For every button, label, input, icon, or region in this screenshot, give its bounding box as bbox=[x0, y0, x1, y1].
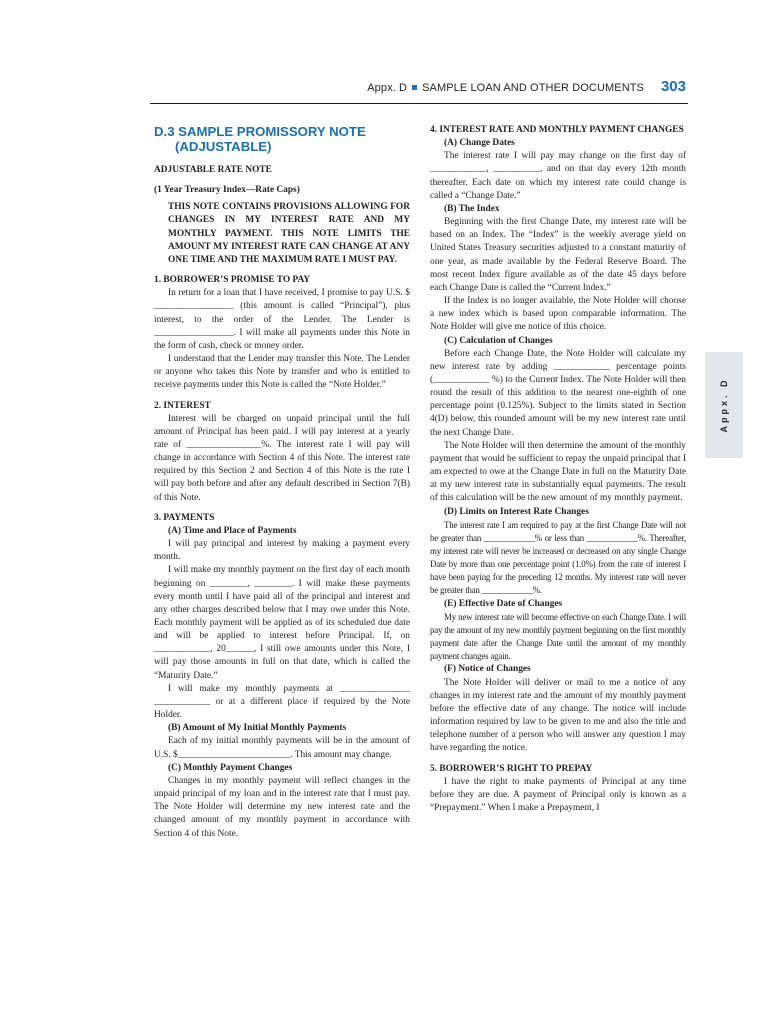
paragraph: Each of my initial monthly payments will be in the amount of U.S. $________________________. This amount may change. bbox=[154, 736, 410, 760]
subsection-heading: (F) Notice of Changes bbox=[444, 664, 531, 675]
page-number: 303 bbox=[660, 78, 686, 95]
paragraph: I understand that the Lender may transfer this Note. The Lender or anyone who takes this Note by transfer and who is entitled to receive payments under this Note is called the “Note Holder.” bbox=[154, 354, 410, 391]
paragraph: If the Index is no longer available, the Note Holder will choose a new index which is based upon comparable information. The Note Holder will give me notice of this choice. bbox=[430, 296, 686, 333]
paragraph: I will make my monthly payments at _______________ ____________ or at a different place if required by the Note Holder. bbox=[154, 683, 410, 721]
warning-paragraph: THIS NOTE CONTAINS PROVISIONS ALLOWING FOR CHANGES IN MY INTEREST RATE AND MY MONTHLY PAYMENT. THIS NOTE LIMITS THE AMOUNT MY INTEREST RATE CAN CHANGE AT ANY ONE TIME AND THE MAXIMUM RATE I MUST PAY. bbox=[168, 202, 410, 265]
paragraph: My new interest rate will become effective on each Change Date. I will pay the amount of my new monthly payment beginning on the first monthly payment date after the Change Date until the amount of my monthly payment changes again. bbox=[430, 611, 686, 662]
header-title: Appx. D SAMPLE LOAN AND OTHER DOCUMENTS bbox=[367, 82, 644, 94]
section-heading: 2. INTEREST bbox=[154, 400, 211, 411]
appendix-side-tab bbox=[705, 352, 743, 458]
index-line: (1 Year Treasury Index—Rate Caps) bbox=[154, 185, 300, 196]
paragraph: In return for a loan that I have received, I promise to pay U.S. $ _________________ (this amount is called “Principal”), plus interest, to the order of the Lender. The Lender is _________________. I will make all payments under this Note in the form of cash, check or money order. bbox=[154, 288, 410, 351]
subsection-heading: (C) Monthly Payment Changes bbox=[168, 762, 293, 773]
header-bullet-icon bbox=[412, 85, 417, 90]
paragraph: I will make my monthly payment on the first day of each month beginning on ________, ________. I will make these payments every month until I have paid all of the principal and interest and any other charges described below that I may owe under this Note. Each monthly payment will be applied as of its scheduled due date and will be applied to interest before Principal. If, on ____________, 20______, I still owe amounts under this Note, I will pay those amounts in full on that date, which is called the “Maturity Date.” bbox=[154, 565, 410, 681]
section-heading: 4. INTEREST RATE AND MONTHLY PAYMENT CHANGES bbox=[430, 125, 684, 135]
paragraph: Before each Change Date, the Note Holder will calculate my new interest rate by adding ____________ percentage points (____________ %) to the Current Index. The Note Holder will then round the result of this addition to the nearest one-eighth of one percentage point (0.125%). Subject to the limits stated in Section 4(D) below, this rounded amount will be my new interest rate until the next Change Date. bbox=[430, 348, 686, 438]
subsection-heading: (B) The Index bbox=[444, 203, 500, 214]
section-heading: 5. BORROWER’S RIGHT TO PREPAY bbox=[430, 763, 593, 774]
subsection-heading: (A) Time and Place of Payments bbox=[168, 525, 297, 536]
subsection-heading: (D) Limits on Interest Rate Changes bbox=[444, 506, 589, 517]
right-column bbox=[430, 124, 686, 815]
subsection-heading: (A) Change Dates bbox=[444, 138, 515, 149]
paragraph: Changes in my monthly payment will reflect changes in the unpaid principal of my loan and in the interest rate that I must pay. The Note Holder will determine my new interest rate and the changed amount of my monthly payment in accordance with Section 4 of this Note. bbox=[154, 775, 410, 839]
running-header bbox=[150, 78, 688, 104]
paragraph: The Note Holder will deliver or mail to me a notice of any changes in my interest rate and the amount of my monthly payment before the effective date of any change. The notice will include information required by law to be given to me and also the title and telephone number of a person who will answer any question I may have regarding the notice. bbox=[430, 677, 686, 754]
paragraph: I will pay principal and interest by making a payment every month. bbox=[154, 539, 410, 563]
paragraph: Interest will be charged on unpaid principal until the full amount of Principal has been paid. I will pay interest at a yearly rate of ________________%. The interest rate I will pay will change in accordance with Section 4 of this Note. The interest rate required by this Section 2 and Section 4 of this Note is the rate I will pay both before and after any default described in Section 7(B) of this Note. bbox=[154, 413, 410, 503]
header-rule bbox=[150, 103, 688, 104]
left-column bbox=[154, 124, 410, 841]
subsection-heading: (E) Effective Date of Changes bbox=[444, 598, 563, 609]
section-title bbox=[154, 124, 410, 154]
paragraph: Beginning with the first Change Date, my interest rate will be based on an Index. The “Index” is the weekly average yield on United States Treasury securities adjusted to a constant maturity of one year, as made available by the Federal Reserve Board. The most recent Index figure available as of the date 45 days before each Change Date is called the “Current Index.” bbox=[430, 217, 686, 293]
paragraph: The Note Holder will then determine the amount of the monthly payment that would be sufficient to repay the unpaid principal that I am expected to owe at the Change Date in full on the Maturity Date at my new interest rate in substantially equal payments. The result of this calculation will be the new amount of my monthly payment. bbox=[430, 440, 686, 504]
section-heading: 3. PAYMENTS bbox=[154, 512, 215, 523]
section-title-line1: D.3 SAMPLE PROMISSORY NOTE bbox=[154, 124, 366, 139]
paragraph: The interest rate I am required to pay at the first Change Date will not be greater than ____________% or less than ____________%. Thereafter, my interest rate will never be increased or decreased on any single Change Date by more than one percentage point (1.0%) from the rate of interest I have been paying for the preceding 12 months. My interest rate will never be greater than ____________%. bbox=[430, 519, 686, 596]
subsection-heading: (C) Calculation of Changes bbox=[444, 335, 553, 346]
subsection-heading: (B) Amount of My Initial Monthly Payments bbox=[168, 723, 347, 734]
side-tab-label: Appx. D bbox=[719, 377, 729, 433]
paragraph: The interest rate I will pay may change on the first day of ____________, __________, and on that day every 12th month thereafter. Each date on which my interest rate could change is called a “Change Date.” bbox=[430, 151, 686, 201]
note-subtitle: ADJUSTABLE RATE NOTE bbox=[154, 165, 272, 175]
section-title-line2: (ADJUSTABLE) bbox=[175, 139, 272, 154]
paragraph: I have the right to make payments of Principal at any time before they are due. A payment of Principal only is known as a “Prepayment.” When I make a Prepayment, I bbox=[430, 776, 686, 813]
section-heading: 1. BORROWER’S PROMISE TO PAY bbox=[154, 275, 311, 286]
